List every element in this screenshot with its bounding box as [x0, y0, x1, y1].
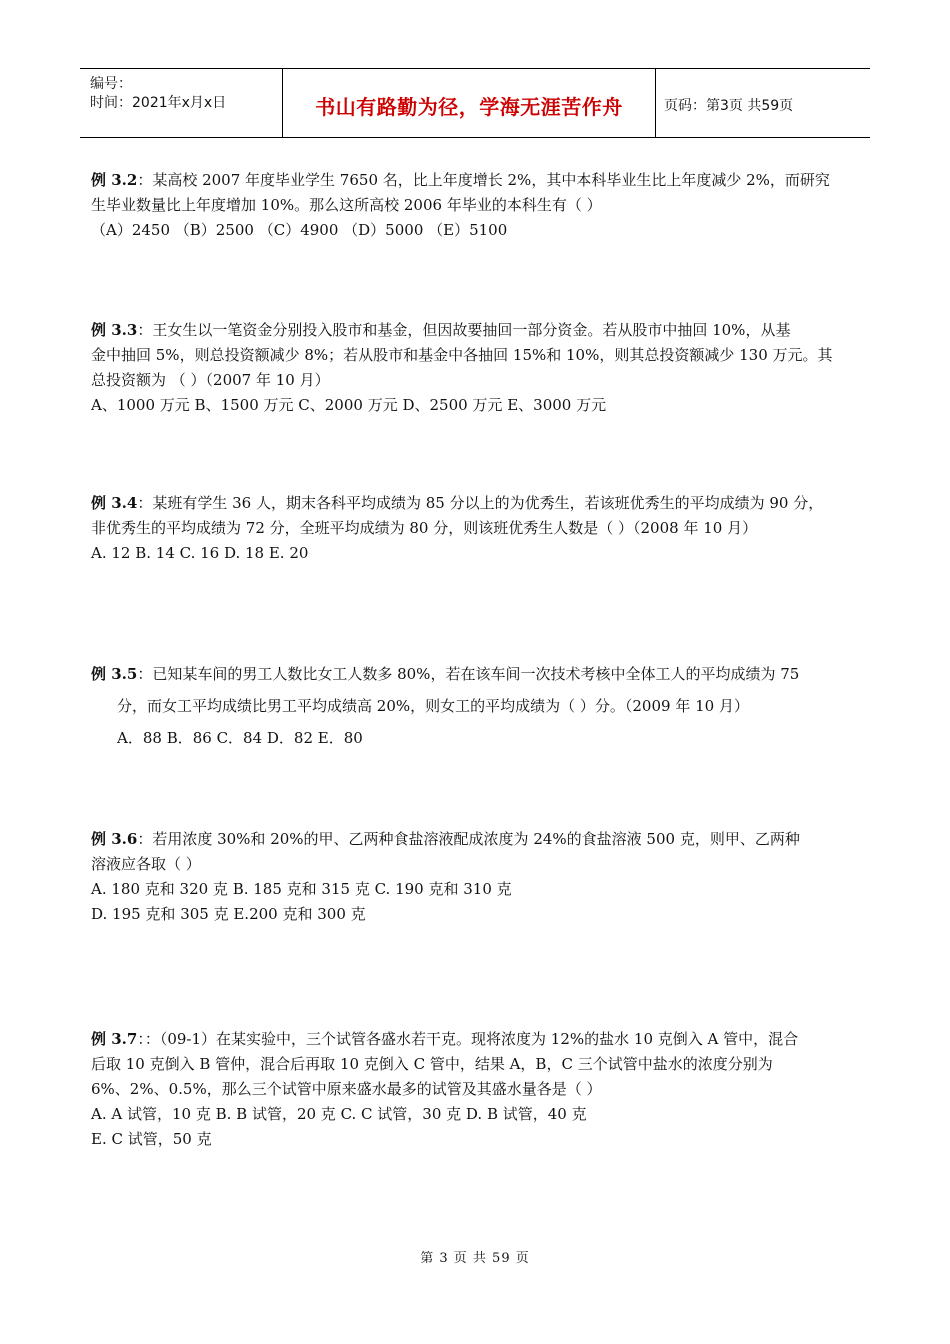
answer-options: D. 195 克和 305 克 E.200 克和 300 克 [91, 905, 366, 923]
answer-options: A、1000 万元 B、1500 万元 C、2000 万元 D、2500 万元 E、3000 万元 [91, 396, 607, 414]
question-line: 金中抽回 5%，则总投资额减少 8%；若从股市和基金中各抽回 15%和 10%，则其总投资额减少 130 万元。其 [91, 346, 833, 364]
question-line: 非优秀生的平均成绩为 72 分，全班平均成绩为 80 分，则该班优秀生人数是（ ）（2008 年 10 月） [91, 519, 758, 537]
question-line: 例 3.3：王女生以一笔资金分别投入股市和基金，但因故要抽回一部分资金。若从股市中抽回 10%，从基 [91, 321, 791, 339]
question-3-4 [91, 491, 871, 566]
question-line: 例 3.5：已知某车间的男工人数比女工人数多 80%，若在该车间一次技术考核中全体工人的平均成绩为 75 [91, 665, 800, 683]
question-3-2 [91, 168, 871, 243]
header-page-label: 页码：第3页 共59页 [664, 98, 794, 114]
question-3-3 [91, 318, 871, 418]
question-number: 例 3.2 [91, 171, 138, 189]
question-3-7 [91, 1027, 871, 1152]
page-footer: 第 3 页 共 59 页 [420, 1251, 530, 1266]
question-number: 例 3.6 [91, 830, 138, 848]
question-line: 例 3.2：某高校 2007 年度毕业学生 7650 名，比上年度增长 2%，其中本科毕业生比上年度减少 2%，而研究 [91, 171, 830, 189]
question-3-6 [91, 827, 871, 927]
page-header [80, 68, 870, 138]
question-line: 分，而女工平均成绩比男工平均成绩高 20%，则女工的平均成绩为（ ）分。（2009 年 10 月） [117, 697, 749, 715]
answer-options: A. 12 B. 14 C. 16 D. 18 E. 20 [91, 544, 309, 562]
question-line: 6%、2%、0.5%，那么三个试管中原来盛水最多的试管及其盛水量各是（ ） [91, 1080, 602, 1098]
answer-options: E. C 试管，50 克 [91, 1130, 212, 1148]
header-motto-cell [282, 69, 656, 137]
answer-options: A. 180 克和 320 克 B. 185 克和 315 克 C. 190 克和 310 克 [91, 880, 512, 898]
answer-options: （A）2450 （B）2500 （C）4900 （D）5000 （E）5100 [91, 221, 508, 239]
question-line: 后取 10 克倒入 B 管仲，混合后再取 10 克倒入 C 管中，结果 A，B，C 三个试管中盐水的浓度分别为 [91, 1055, 773, 1073]
question-number: 例 3.7 [91, 1030, 138, 1048]
question-line: 例 3.6：若用浓度 30%和 20%的甲、乙两种食盐溶液配成浓度为 24%的食盐溶液 500 克，则甲、乙两种 [91, 830, 800, 848]
question-3-5 [91, 658, 871, 754]
question-line: 例 3.7：：（09-1）在某实验中，三个试管各盛水若干克。现将浓度为 12%的盐水 10 克倒入 A 管中，混合 [91, 1030, 799, 1048]
answer-options: A．88 B．86 C．84 D．82 E．80 [117, 729, 363, 747]
question-line: 溶液应各取（ ） [91, 855, 201, 873]
question-line: 总投资额为 （ ）（2007 年 10 月） [91, 371, 330, 389]
question-number: 例 3.4 [91, 494, 138, 512]
question-line: 生毕业数量比上年度增加 10%。那么这所高校 2006 年毕业的本科生有（ ） [91, 196, 602, 214]
question-number: 例 3.5 [91, 665, 138, 683]
header-motto: 书山有路勤为径，学海无涯苦作舟 [315, 95, 623, 119]
question-line: 例 3.4：某班有学生 36 人，期末各科平均成绩为 85 分以上的为优秀生，若该班优秀生的平均成绩为 90 分， [91, 494, 824, 512]
number-label: 编号： [90, 76, 132, 92]
question-number: 例 3.3 [91, 321, 138, 339]
header-left-cell [80, 69, 282, 137]
answer-options: A. A 试管，10 克 B. B 试管，20 克 C. C 试管，30 克 D. B 试管，40 克 [91, 1105, 587, 1123]
date-label: 时间：2021年x月x日 [90, 95, 227, 111]
